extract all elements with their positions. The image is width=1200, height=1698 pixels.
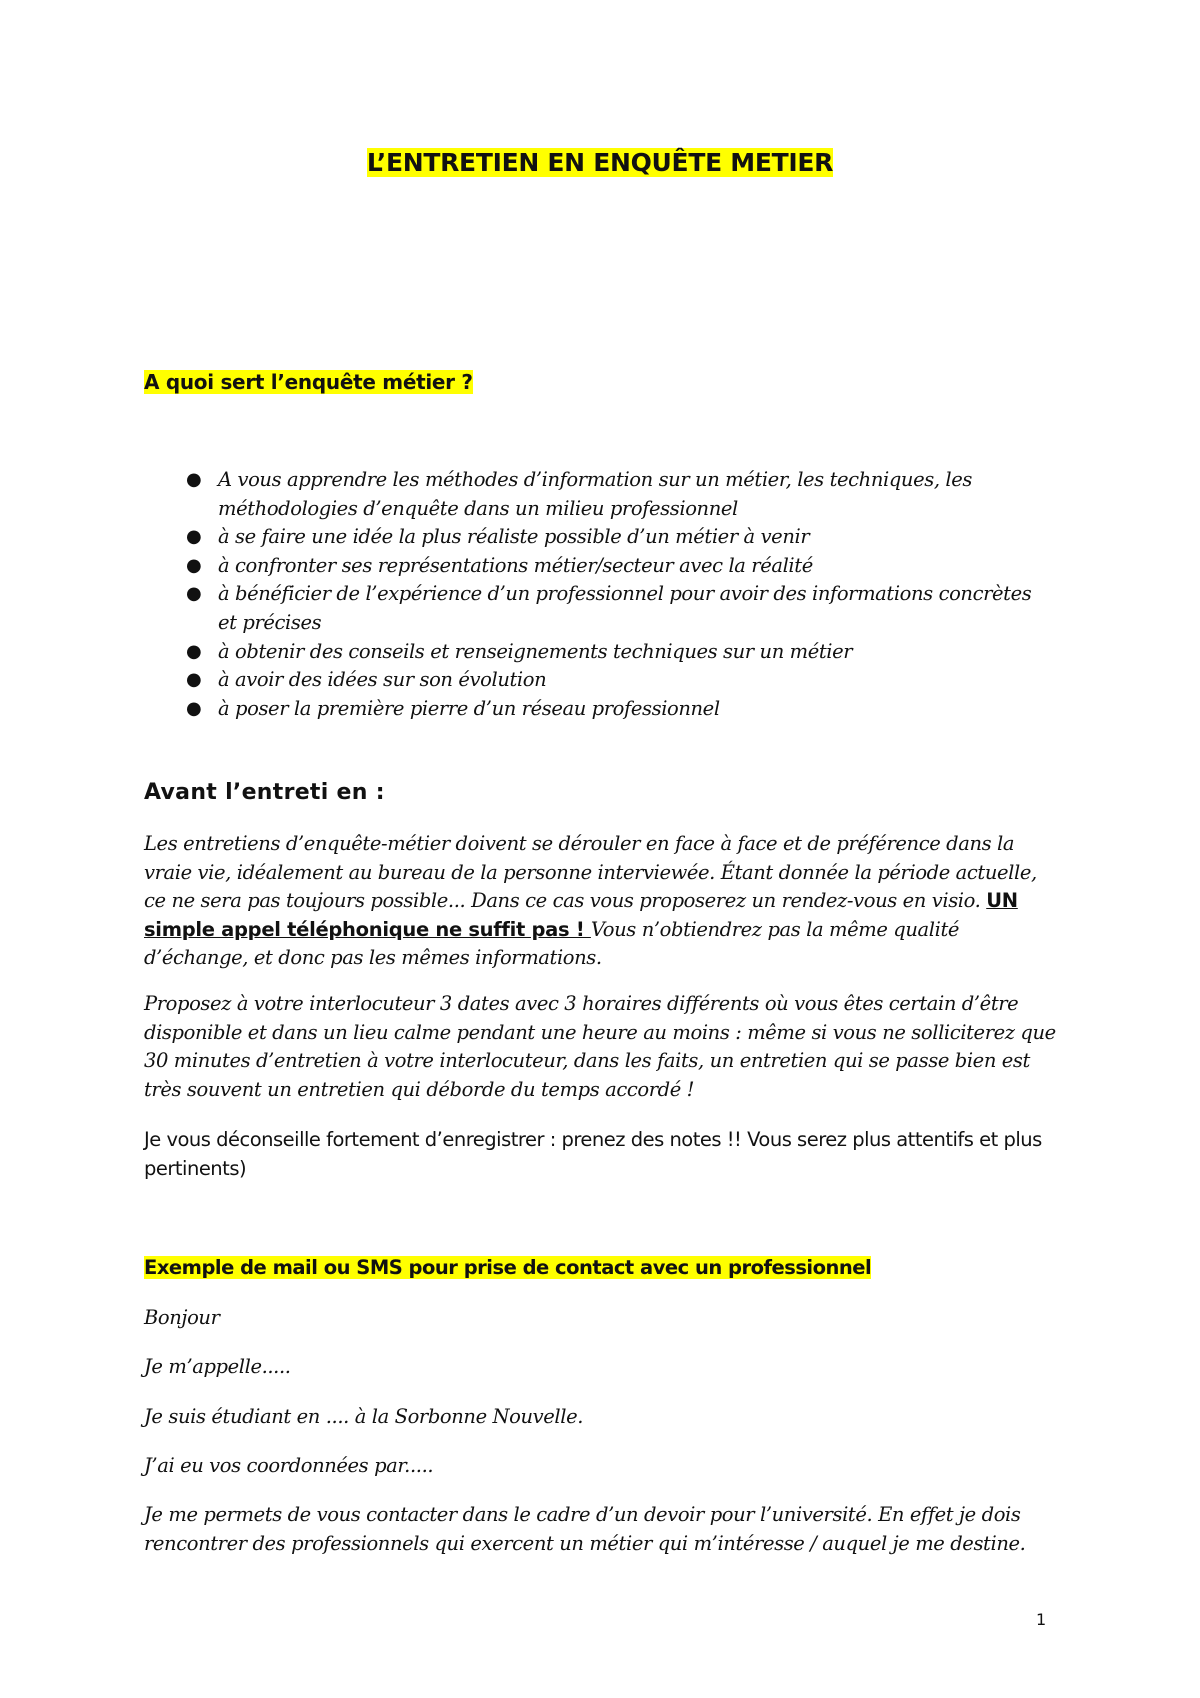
emphasis-phone-call-warning: UN simple appel téléphonique ne suffit pas !: [144, 889, 1018, 941]
bullet-icon: ●: [186, 526, 202, 548]
bullet-icon: ●: [186, 469, 202, 490]
paragraph-recording-advice: Je vous déconseille fortement d’enregistrer : prenez des notes !! Vous serez plus attentifs et plus pertinents): [144, 1128, 1042, 1180]
list-item: ● à se faire une idée la plus réaliste possible d’un métier à venir: [144, 523, 1044, 552]
email-line-student: Je suis étudiant en .... à la Sorbonne Nouvelle.: [144, 1405, 584, 1428]
document-title: L’ENTRETIEN EN ENQUÊTE METIER: [366, 148, 834, 177]
email-line-greeting: Bonjour: [144, 1306, 220, 1329]
bullet-icon: ●: [186, 697, 202, 719]
list-item: ● à obtenir des conseils et renseignements techniques sur un métier: [144, 638, 1044, 667]
section-heading-purpose: A quoi sert l’enquête métier ?: [144, 370, 473, 394]
list-item: ● à avoir des idées sur son évolution: [144, 666, 1044, 695]
email-line-contact-source: J’ai eu vos coordonnées par.....: [144, 1454, 434, 1477]
bullet-icon: ●: [186, 640, 202, 662]
section-heading-email-example: Exemple de mail ou SMS pour prise de contact avec un professionnel: [144, 1256, 872, 1279]
list-item: ● A vous apprendre les méthodes d’information sur un métier, les techniques, les méthodologies d’enquête dans un milieu professionnel: [186, 468, 972, 520]
list-item: ● à bénéficier de l’expérience d’un professionnel pour avoir des informations concrètes et précises: [186, 582, 1032, 634]
page-number: 1: [1036, 1610, 1047, 1629]
bullet-icon: ●: [186, 583, 202, 605]
paragraph-interview-format: Les entretiens d’enquête-métier doivent se dérouler en face à face et de préférence dans la vraie vie, idéalement au bureau de la personne interviewée. Étant donnée la période actuelle, ce ne sera pas toujours possible... Dans ce cas vous proposerez un rendez-vous en visio. UN simple appel téléphonique ne suffit pas ! Vous n’obtiendrez pas la même qualité d’échange, et donc pas les mêmes informations.: [144, 832, 1037, 970]
purpose-bullet-list: [144, 466, 1044, 723]
list-item: ● à poser la première pierre d’un réseau professionnel: [144, 695, 1044, 724]
bullet-icon: ●: [186, 554, 202, 576]
email-line-purpose: Je me permets de vous contacter dans le cadre d’un devoir pour l’université. En effet je dois rencontrer des professionnels qui exercent un métier qui m’intéresse / auquel je me destine.: [144, 1503, 1026, 1555]
email-line-name: Je m’appelle.....: [144, 1355, 291, 1378]
paragraph-scheduling: Proposez à votre interlocuteur 3 dates avec 3 horaires différents où vous êtes certain d’être disponible et dans un lieu calme pendant une heure au moins : même si vous ne solliciterez que 30 minutes d’entretien à votre interlocuteur, dans les faits, un entretien qui se passe bien est très souvent un entretien qui déborde du temps accordé !: [144, 992, 1056, 1101]
bullet-icon: ●: [186, 669, 202, 691]
section-heading-before-interview: Avant l’entreti en :: [144, 780, 385, 805]
list-item: ● à confronter ses représentations métier/secteur avec la réalité: [144, 552, 1044, 581]
